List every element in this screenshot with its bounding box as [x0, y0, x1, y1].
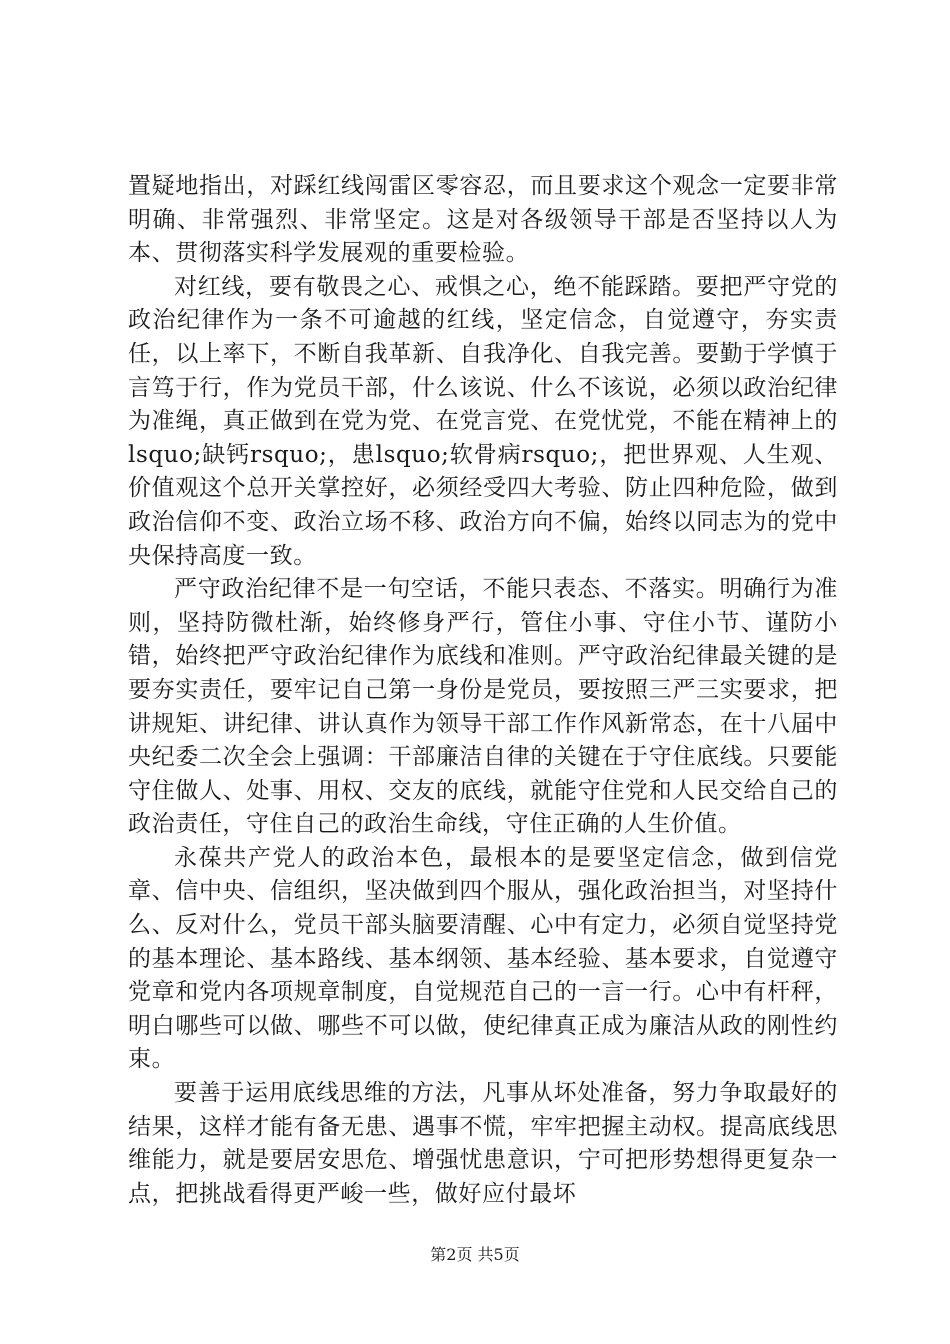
- paragraph-3: 严守政治纪律不是一句空话，不能只表态、不落实。明确行为准则，坚持防微杜渐，始终修身严行，管住小事、守住小节、谨防小错，始终把严守政治纪律作为底线和准则。严守政治纪律最关键的是要夯实责任，要牢记自己第一身份是党员，要按照三严三实要求，把讲规矩、讲纪律、讲认真作为领导干部工作作风新常态，在十八届中央纪委二次全会上强调：干部廉洁自律的关键在于守住底线。只要能守住做人、处事、用权、交友的底线，就能守住党和人民交给自己的政治责任，守住自己的政治生命线，守住正确的人生价值。: [128, 576, 838, 838]
- paragraph-5: 要善于运用底线思维的方法，凡事从坏处准备，努力争取最好的结果，这样才能有备无患、遇事不慌，牢牢把握主动权。提高底线思维能力，就是要居安思危、增强忧患意识，宁可把形势想得更复杂一点，把挑战看得更严峻一些，做好应付最坏: [128, 1080, 838, 1207]
- paragraph-2: 对红线，要有敬畏之心、戒惧之心，绝不能踩踏。要把严守党的政治纪律作为一条不可逾越的红线，坚定信念，自觉遵守，夯实责任，以上率下，不断自我革新、自我净化、自我完善。要勤于学慎于言笃于行，作为党员干部，什么该说、什么不该说，必须以政治纪律为准绳，真正做到在党为党、在党言党、在党忧党，不能在精神上的lsquo;缺钙rsquo;，患lsquo;软骨病rsquo;，把世界观、人生观、价值观这个总开关掌控好，必须经受四大考验、防止四种危险，做到政治信仰不变、政治立场不移、政治方向不偏，始终以同志为的党中央保持高度一致。: [128, 273, 838, 569]
- document-body: [128, 170, 838, 1211]
- paragraph-1: 置疑地指出，对踩红线闯雷区零容忍，而且要求这个观念一定要非常明确、非常强烈、非常坚定。这是对各级领导干部是否坚持以人为本、贯彻落实科学发展观的重要检验。: [128, 173, 838, 267]
- paragraph-4: 永葆共产党人的政治本色，最根本的是要坚定信念，做到信党章、信中央、信组织，坚决做到四个服从，强化政治担当，对坚持什么、反对什么，党员干部头脑要清醒、心中有定力，必须自觉坚持党的基本理论、基本路线、基本纲领、基本经验、基本要求，自觉遵守党章和党内各项规章制度，自觉规范自己的一言一行。心中有杆秤，明白哪些可以做、哪些不可以做，使纪律真正成为廉洁从政的刚性约束。: [128, 844, 838, 1073]
- page-number-footer: 第2页 共5页: [430, 1245, 520, 1264]
